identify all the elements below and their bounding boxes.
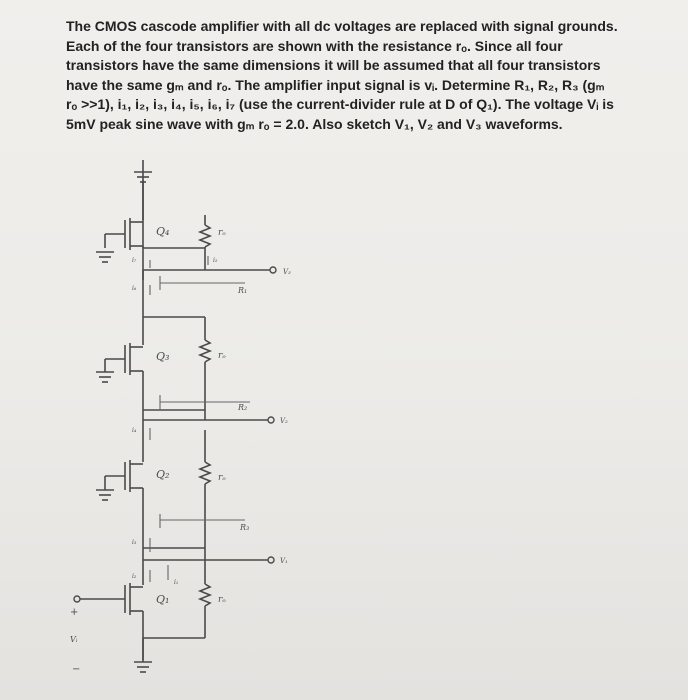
label-v1: V₁ bbox=[280, 557, 288, 565]
resistor-ro-4 bbox=[200, 560, 210, 638]
ro-label: rₒ bbox=[218, 351, 226, 361]
transistor-q3 bbox=[105, 270, 143, 420]
resistor-ro-3 bbox=[200, 430, 210, 560]
input-minus-sign: − bbox=[72, 664, 81, 675]
label-vi: Vᵢ bbox=[70, 635, 78, 644]
input-plus-sign: + bbox=[70, 607, 79, 618]
problem-line: The CMOS cascode amplifier with all dc voltages are replaced with signal grounds. bbox=[66, 18, 618, 34]
transistor-q1 bbox=[100, 560, 143, 660]
problem-line: 5mV peak sine wave with gₘ rₒ = 2.0. Also sketch V₁, V₂ and V₃ waveforms. bbox=[66, 115, 563, 132]
terminal-v3 bbox=[270, 267, 276, 273]
label-q3: Q₃ bbox=[156, 350, 170, 363]
ro-label: rₒ bbox=[218, 595, 226, 605]
terminal-v2 bbox=[268, 417, 274, 423]
label-v2: V₂ bbox=[280, 417, 288, 425]
terminal-v1 bbox=[268, 557, 274, 563]
ro-label: rₒ bbox=[218, 228, 226, 238]
label-i5: i₅ bbox=[213, 257, 218, 264]
bottom-ground-symbol bbox=[134, 638, 152, 672]
label-q4: Q₄ bbox=[156, 225, 170, 238]
label-v3: V₃ bbox=[283, 268, 291, 276]
ground-symbol bbox=[96, 490, 114, 500]
ground-symbol bbox=[96, 372, 114, 382]
top-ground-symbol bbox=[134, 160, 152, 182]
label-q1: Q₁ bbox=[156, 593, 170, 606]
label-i1: i₁ bbox=[174, 579, 179, 586]
problem-line: have the same gₘ and rₒ. The amplifier input signal is vᵢ. Determine R₁, R₂, R₃ (gₘ bbox=[66, 76, 605, 93]
problem-line: transistors have the same dimensions it will be assumed that all four transistors bbox=[66, 57, 601, 74]
label-r2: R₂ bbox=[238, 403, 248, 412]
label-q2: Q₂ bbox=[156, 468, 170, 481]
resistor-ro-2 bbox=[200, 317, 210, 420]
label-r3: R₃ bbox=[240, 523, 250, 532]
problem-line: Each of the four transistors are shown with the resistance rₒ. Since all four bbox=[66, 37, 563, 54]
label-i3: i₃ bbox=[132, 539, 137, 546]
label-i6: i₆ bbox=[132, 285, 137, 292]
ro-label: rₒ bbox=[218, 473, 226, 483]
label-i2: i₂ bbox=[132, 573, 137, 580]
input-source bbox=[74, 596, 100, 602]
ground-symbol bbox=[96, 252, 114, 262]
transistor-q4 bbox=[105, 180, 143, 280]
problem-line: rₒ >>1), i₁, i₂, i₃, i₄, i₅, i₆, i₇ (use the current-divider rule at D of Q₁). The voltage Vᵢ is bbox=[66, 96, 614, 113]
label-i4: i₄ bbox=[132, 427, 137, 434]
label-i7: i₇ bbox=[132, 257, 137, 264]
label-r1: R₁ bbox=[238, 286, 248, 295]
